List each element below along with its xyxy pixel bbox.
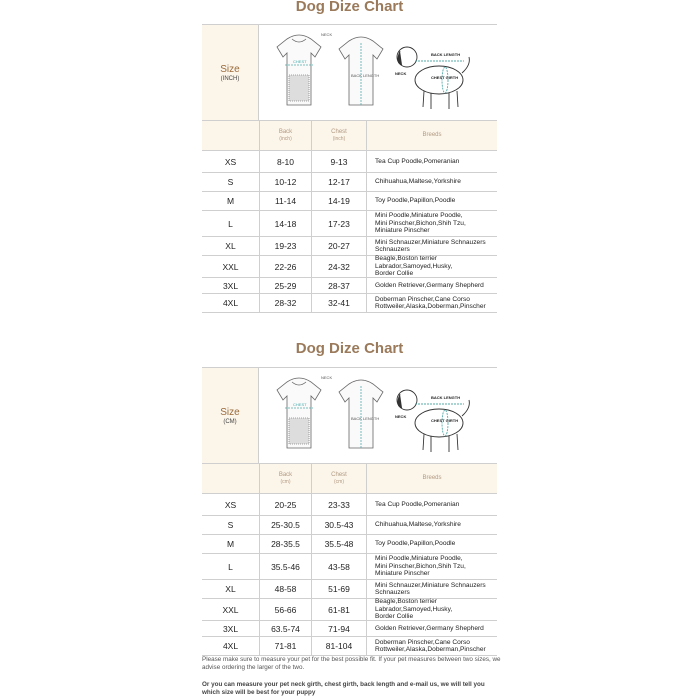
breeds-lines — [375, 212, 466, 235]
breeds-lines — [375, 501, 459, 509]
breeds-cell — [366, 494, 497, 515]
chest-cell: 12-17 — [311, 173, 366, 191]
breeds-cell — [366, 599, 497, 620]
header-back — [259, 464, 311, 493]
unit-label: (CM) — [223, 418, 237, 425]
back-cell: 25-30.5 — [259, 516, 311, 534]
header-back-label: Back — [278, 471, 293, 478]
table-row — [202, 554, 497, 580]
chest-cell: 32-41 — [311, 294, 366, 312]
breed-line: Border Collie — [375, 270, 414, 278]
breed-line: Mini Schnauzer,Miniature Schnauzers — [375, 238, 486, 246]
breed-line: Golden Retriever,Germany Shepherd — [375, 281, 484, 289]
size-cell: XS — [224, 499, 237, 510]
size-cell: L — [228, 561, 233, 572]
back-cell: 10-12 — [259, 173, 311, 191]
illustration-row — [202, 368, 497, 464]
breeds-lines — [375, 540, 455, 548]
hoodie-back-icon — [339, 37, 383, 105]
contact-note: Or you can measure your pet neck girth, chest girth, back length and e-mail us, we will tell you which size will be best for your puppy — [202, 681, 485, 696]
header-back — [259, 121, 311, 150]
breed-line: Doberman Pinscher,Cane Corso — [375, 638, 470, 646]
breed-line: Border Collie — [375, 613, 414, 621]
breeds-cell — [366, 211, 497, 236]
measurement-illustration — [258, 368, 497, 463]
size-cell: XXL — [222, 261, 239, 272]
back-cell: 48-58 — [259, 580, 311, 598]
breeds-cell — [366, 173, 497, 191]
breeds-cell — [366, 554, 497, 579]
size-label-cell — [202, 25, 258, 120]
chart-title: Dog Dize Chart — [295, 340, 404, 357]
size-cell: 3XL — [222, 280, 239, 291]
chest-cell: 9-13 — [311, 151, 366, 172]
breed-line: Rottweiler,Alaska,Doberman,Pinscher — [375, 646, 486, 653]
dog-neck-label: NECK — [395, 414, 407, 419]
chest-cell: 81-104 — [311, 637, 366, 655]
chest-label: CHEST — [293, 402, 307, 407]
breeds-lines — [375, 296, 486, 311]
back-cell: 35.5-46 — [259, 554, 311, 579]
size-cell: S — [227, 177, 234, 187]
size-cell: S — [227, 520, 234, 530]
table-row — [202, 580, 497, 599]
hoodie-front-icon — [277, 35, 321, 105]
table-row — [202, 599, 497, 621]
unit-label: (INCH) — [220, 75, 240, 82]
size-table — [202, 367, 497, 656]
chart-title: Dog Dize Chart — [295, 0, 404, 15]
size-cell: L — [228, 218, 233, 229]
table-row — [202, 637, 497, 656]
breeds-lines — [375, 598, 452, 621]
breed-line: Mini Schnauzer,Miniature Schnauzers — [375, 581, 486, 589]
chest-cell: 71-94 — [311, 621, 366, 636]
header-breeds: Breeds — [366, 464, 497, 493]
table-row — [202, 294, 497, 313]
breeds-cell — [366, 535, 497, 553]
size-label: Size — [220, 406, 240, 418]
dog-chest-girth-label: CHEST GIRTH — [431, 418, 459, 423]
breed-line: Toy Poodle,Papillon,Poodle — [375, 540, 456, 548]
size-label-cell — [202, 368, 258, 463]
breeds-lines — [375, 555, 466, 578]
breeds-cell — [366, 294, 497, 312]
breeds-lines — [375, 582, 486, 597]
chest-cell: 61-81 — [311, 599, 366, 620]
chest-cell: 30.5-43 — [311, 516, 366, 534]
table-header-row — [202, 121, 497, 151]
breed-line: Chihuahua,Maltese,Yorkshire — [375, 521, 461, 529]
table-row — [202, 192, 497, 211]
back-cell: 8-10 — [259, 151, 311, 172]
breed-line: Golden Retriever,Germany Shepherd — [375, 624, 484, 632]
chest-cell: 35.5-48 — [311, 535, 366, 553]
back-cell: 56-66 — [259, 599, 311, 620]
header-back-unit: (cm) — [280, 478, 291, 485]
back-cell: 28-35.5 — [259, 535, 311, 553]
chest-cell: 28-37 — [311, 278, 366, 293]
breed-line: Rottweiler,Alaska,Doberman,Pinscher — [375, 303, 486, 310]
size-cell: XL — [225, 584, 236, 594]
breed-line: Mini Poodle,Miniature Poodle, — [375, 555, 463, 563]
size-cell: 4XL — [222, 641, 239, 651]
header-chest-label: Chest — [331, 128, 347, 135]
hoodie-front-icon — [277, 378, 321, 448]
breed-line: Labrador,Samoyed,Husky, — [375, 262, 453, 270]
table-body — [202, 151, 497, 313]
dog-back-length-label: BACK LENGTH — [431, 395, 461, 400]
header-back-label: Back — [278, 128, 293, 135]
back-length-label: BACK LENGTH — [351, 73, 380, 78]
breeds-lines — [375, 239, 486, 254]
table-row — [202, 237, 497, 256]
chest-cell: 20-27 — [311, 237, 366, 255]
table-row — [202, 211, 497, 237]
breed-line: Toy Poodle,Papillon,Poodle — [375, 197, 456, 205]
breeds-lines — [375, 178, 461, 186]
breeds-cell — [366, 151, 497, 172]
chest-cell: 14-19 — [311, 192, 366, 210]
table-row — [202, 494, 497, 516]
size-cell: XL — [225, 241, 236, 251]
hoodie-back-icon — [339, 380, 383, 448]
back-cell: 71-81 — [259, 637, 311, 655]
size-cell: M — [226, 539, 235, 549]
breed-line: Tea Cup Poodle,Pomeranian — [375, 500, 460, 508]
back-cell: 19-23 — [259, 237, 311, 255]
breeds-cell — [366, 256, 497, 277]
breed-line: Labrador,Samoyed,Husky, — [375, 605, 453, 613]
dog-chest-girth-label: CHEST GIRTH — [431, 75, 459, 80]
breed-line: Beagle,Boston terrier — [375, 255, 437, 263]
back-cell: 28-32 — [259, 294, 311, 312]
neck-label: NECK — [321, 375, 333, 380]
back-cell: 22-26 — [259, 256, 311, 277]
back-cell: 14-18 — [259, 211, 311, 236]
chest-cell: 23-33 — [311, 494, 366, 515]
breed-line: Miniature Pinscher — [375, 570, 430, 578]
fit-note: Please make sure to measure your pet for the best possible fit. If your pet measures between two sizes, we advise ordering the larger of the two. — [202, 656, 501, 671]
size-cell: M — [226, 196, 235, 206]
table-body — [202, 494, 497, 656]
back-cell: 63.5-74 — [259, 621, 311, 636]
size-table — [202, 24, 497, 313]
breeds-cell — [366, 237, 497, 255]
breeds-cell — [366, 278, 497, 293]
breed-line: Schnauzers — [375, 246, 410, 253]
breeds-cell — [366, 637, 497, 655]
header-chest — [311, 464, 366, 493]
measurement-illustration — [258, 25, 497, 120]
breeds-cell — [366, 621, 497, 636]
header-size-cell — [202, 121, 259, 150]
breed-line: Tea Cup Poodle,Pomeranian — [375, 157, 460, 165]
header-chest — [311, 121, 366, 150]
breed-line: Mini Pinscher,Bichon,Shih Tzu, — [375, 219, 466, 227]
breeds-lines — [375, 639, 486, 654]
table-row — [202, 516, 497, 535]
chest-cell: 17-23 — [311, 211, 366, 236]
breeds-lines — [375, 282, 484, 290]
chest-cell: 51-69 — [311, 580, 366, 598]
chest-label: CHEST — [293, 59, 307, 64]
table-header-row — [202, 464, 497, 494]
table-row — [202, 173, 497, 192]
header-chest-unit: (inch) — [332, 135, 346, 142]
table-row — [202, 151, 497, 173]
table-row — [202, 278, 497, 294]
size-cell: 4XL — [222, 298, 239, 308]
table-row — [202, 256, 497, 278]
chest-cell: 43-58 — [311, 554, 366, 579]
back-cell: 25-29 — [259, 278, 311, 293]
header-chest-label: Chest — [331, 471, 347, 478]
size-label: Size — [220, 63, 240, 75]
breed-line: Mini Poodle,Miniature Poodle, — [375, 212, 463, 220]
table-row — [202, 535, 497, 554]
breed-line: Chihuahua,Maltese,Yorkshire — [375, 178, 461, 186]
breed-line: Schnauzers — [375, 589, 410, 596]
dog-neck-label: NECK — [395, 71, 407, 76]
breeds-lines — [375, 255, 452, 278]
breeds-lines — [375, 521, 461, 529]
header-back-unit: (inch) — [279, 135, 292, 142]
size-cell: 3XL — [222, 623, 239, 634]
breeds-lines — [375, 158, 459, 166]
breeds-cell — [366, 580, 497, 598]
breed-line: Beagle,Boston terrier — [375, 598, 437, 606]
size-cell: XS — [224, 156, 237, 167]
header-size-cell — [202, 464, 259, 493]
breeds-cell — [366, 516, 497, 534]
measurement-illustration-svg — [259, 25, 497, 120]
neck-label: NECK — [321, 32, 333, 37]
breeds-lines — [375, 625, 484, 633]
back-cell: 20-25 — [259, 494, 311, 515]
header-chest-unit: (cm) — [334, 478, 344, 485]
breeds-cell — [366, 192, 497, 210]
dog-back-length-label: BACK LENGTH — [431, 52, 461, 57]
measurement-illustration-svg — [259, 368, 497, 463]
breed-line: Doberman Pinscher,Cane Corso — [375, 295, 470, 303]
breed-line: Mini Pinscher,Bichon,Shih Tzu, — [375, 562, 466, 570]
size-cell: XXL — [222, 604, 239, 615]
back-length-label: BACK LENGTH — [351, 416, 380, 421]
breed-line: Miniature Pinscher — [375, 227, 430, 235]
header-breeds: Breeds — [366, 121, 497, 150]
chest-cell: 24-32 — [311, 256, 366, 277]
back-cell: 11-14 — [259, 192, 311, 210]
table-row — [202, 621, 497, 637]
breeds-lines — [375, 197, 455, 205]
illustration-row — [202, 25, 497, 121]
